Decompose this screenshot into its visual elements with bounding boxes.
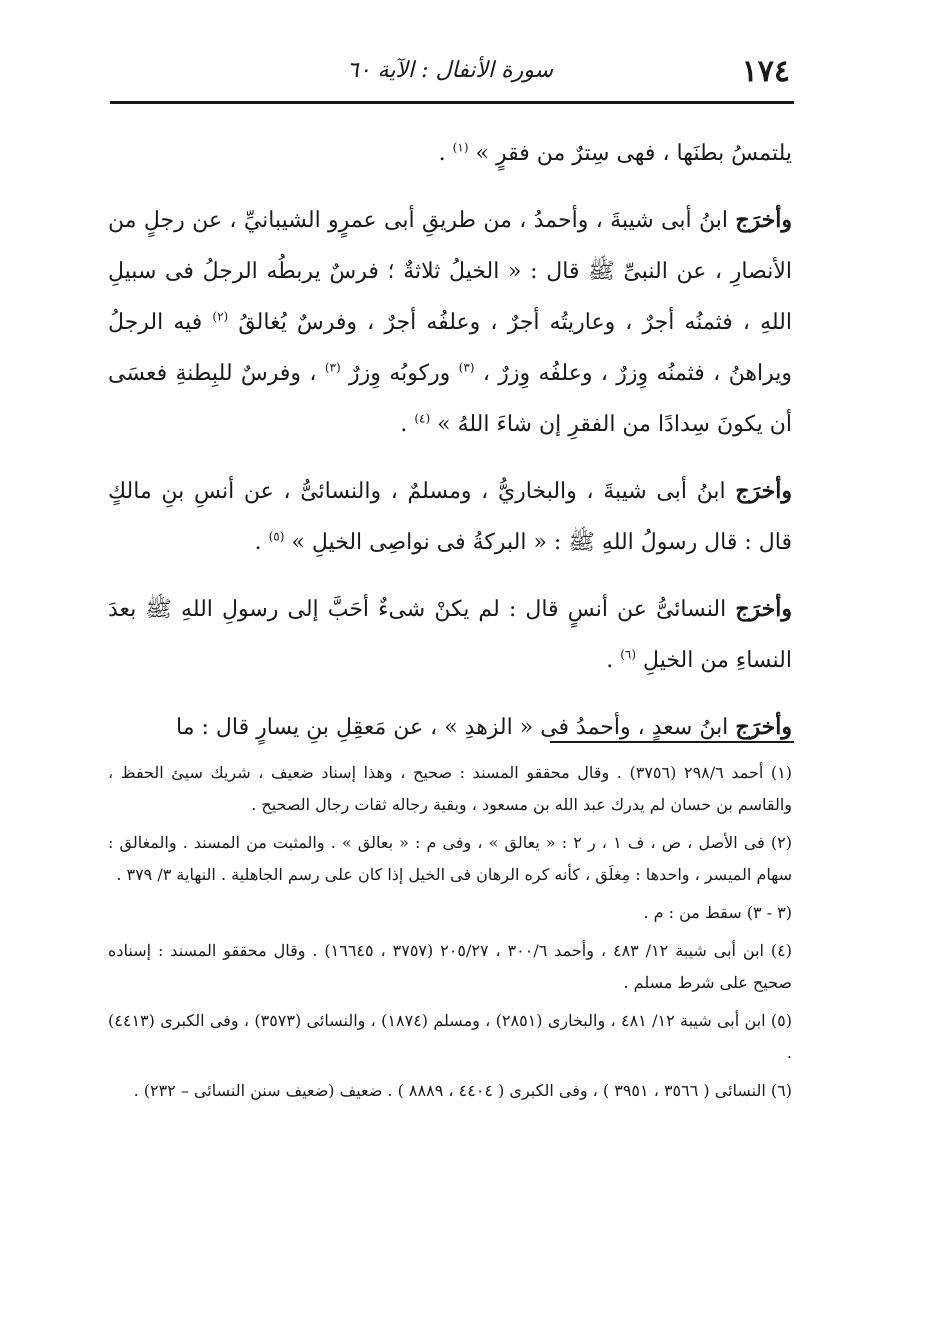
paragraph-text: يلتمسُ بطنَها ، فهى سِترٌ من فقرٍ » [475, 141, 792, 166]
paragraph-1 [108, 128, 792, 179]
paragraph-end: . [438, 141, 446, 166]
paragraph-3 [108, 466, 792, 568]
footnote-ref: (٦) [620, 647, 637, 662]
paragraph-end: . [606, 648, 614, 673]
footnote-ref: (٤) [414, 411, 431, 426]
footnote-ref: (٢) [212, 309, 229, 324]
footnote-ref: (٣) [324, 360, 341, 375]
footnote-ref: (٣) [458, 360, 475, 375]
footnote-ref: (٥) [268, 529, 285, 544]
footnote-rule [550, 741, 794, 743]
paragraph-2 [108, 195, 792, 450]
paragraph-end: . [254, 530, 262, 555]
paragraph-text-3: وركوبُه وِزرٌ [349, 361, 451, 386]
paragraph-text-4: ، وفرسٌ للبِطنةِ فعسَى أن يكونَ سِدادًا من الفقرِ إن شاءَ اللهُ » [108, 361, 792, 437]
paragraph-text-2: فيه الرجلُ ويراهنُ ، فثمنُه وِزرٌ ، وعلفُه وِزرٌ ، [108, 310, 792, 386]
paragraph-text: ابنُ أبى شيبةَ ، وأحمدُ ، من طريقِ أبى عمرٍو الشيبانيِّ ، عن رجلٍ من الأنصارِ ، عن النبىِّ ﷺ قال : « الخيلُ ثلاثةٌ ؛ فرسٌ يربطُه الرجلُ فى سبيلِ اللهِ ، فثمنُه أجرٌ ، وعاريتُه أجرٌ ، وعلفُه أجرٌ ، وفرسٌ يُغالقُ [108, 208, 792, 335]
main-text [108, 128, 792, 769]
footnote-6: (٦) النسائى ( ٣٥٦٦ ، ٣٩٥١ ) ، وفى الكبرى ( ٤٤٠٤ ، ٨٨٨٩ ) . ضعيف (ضعيف سنن النسائى – ٢٣٢) . [133, 1081, 792, 1100]
footnote-1: (١) أحمد ٢٩٨/٦ (٣٧٥٦) . وقال محققو المسند : صحيح ، وهذا إسناد ضعيف ، شريك سيئ الحفظ ، والقاسم بن حسان لم يدرك عبد الله بن مسعود ، وبقية رجاله ثقات رجال الصحيح . [108, 763, 793, 814]
footnote-3: (٣ - ٣) سقط من : م . [643, 903, 792, 922]
paragraph-lead: وأخرَج [735, 714, 792, 740]
paragraph-5 [108, 702, 792, 753]
paragraph-4 [108, 584, 792, 686]
paragraph-lead: وأخرَج [735, 478, 792, 504]
paragraph-end: . [400, 412, 408, 437]
header-rule [110, 101, 794, 104]
page-number: ١٧٤ [741, 54, 790, 89]
running-head [110, 52, 790, 96]
footnotes [108, 757, 792, 1113]
footnote-ref: (١) [452, 140, 469, 155]
footnote-2: (٢) فى الأصل ، ص ، ف ١ ، ر ٢ : « يعالق » ، وفى م : « بعالق » . والمثبت من المسند . والمغالق : سهام الميسر ، واحدها : مِغلَق ، كأنه كره الرهان فى الخيل إذا كان على رسم الجاهلية . النهاية ٣/ ٣٧٩ . [108, 833, 792, 884]
paragraph-lead: وأخرَج [735, 596, 792, 622]
paragraph-text: ابنُ أبى شيبةَ ، والبخاريُّ ، ومسلمٌ ، والنسائىُّ ، عن أنسِ بنِ مالكٍ قال : قال رسولُ اللهِ ﷺ : « البركةُ فى نواصِى الخيلِ » [108, 479, 792, 555]
paragraph-text: ابنُ سعدٍ ، وأحمدُ فى « الزهدِ » ، عن مَعقِلِ بنِ يسارٍ قال : ما [176, 715, 729, 740]
footnote-5: (٥) ابن أبى شيبة ١٢/ ٤٨١ ، والبخارى (٢٨٥١) ، ومسلم (١٨٧٤) ، والنسائى (٣٥٧٣) ، وفى الكبرى (٤٤١٣) . [108, 1011, 792, 1062]
footnote-4: (٤) ابن أبى شيبة ١٢/ ٤٨٣ ، وأحمد ٣٠٠/٦ ، ٢٠٥/٢٧ (٣٧٥٧ ، ١٦٦٤٥) . وقال محققو المسند : إسناده صحيح على شرط مسلم . [108, 941, 793, 992]
chapter-title: سورة الأنفال : الآية ٦٠ [346, 58, 554, 83]
paragraph-text: النسائىُّ عن أنسٍ قال : لم يكنْ شىءٌ أحَبَّ إلى رسولِ اللهِ ﷺ بعدَ النساءِ من الخيلِ [108, 597, 792, 673]
paragraph-lead: وأخرَج [735, 207, 792, 233]
